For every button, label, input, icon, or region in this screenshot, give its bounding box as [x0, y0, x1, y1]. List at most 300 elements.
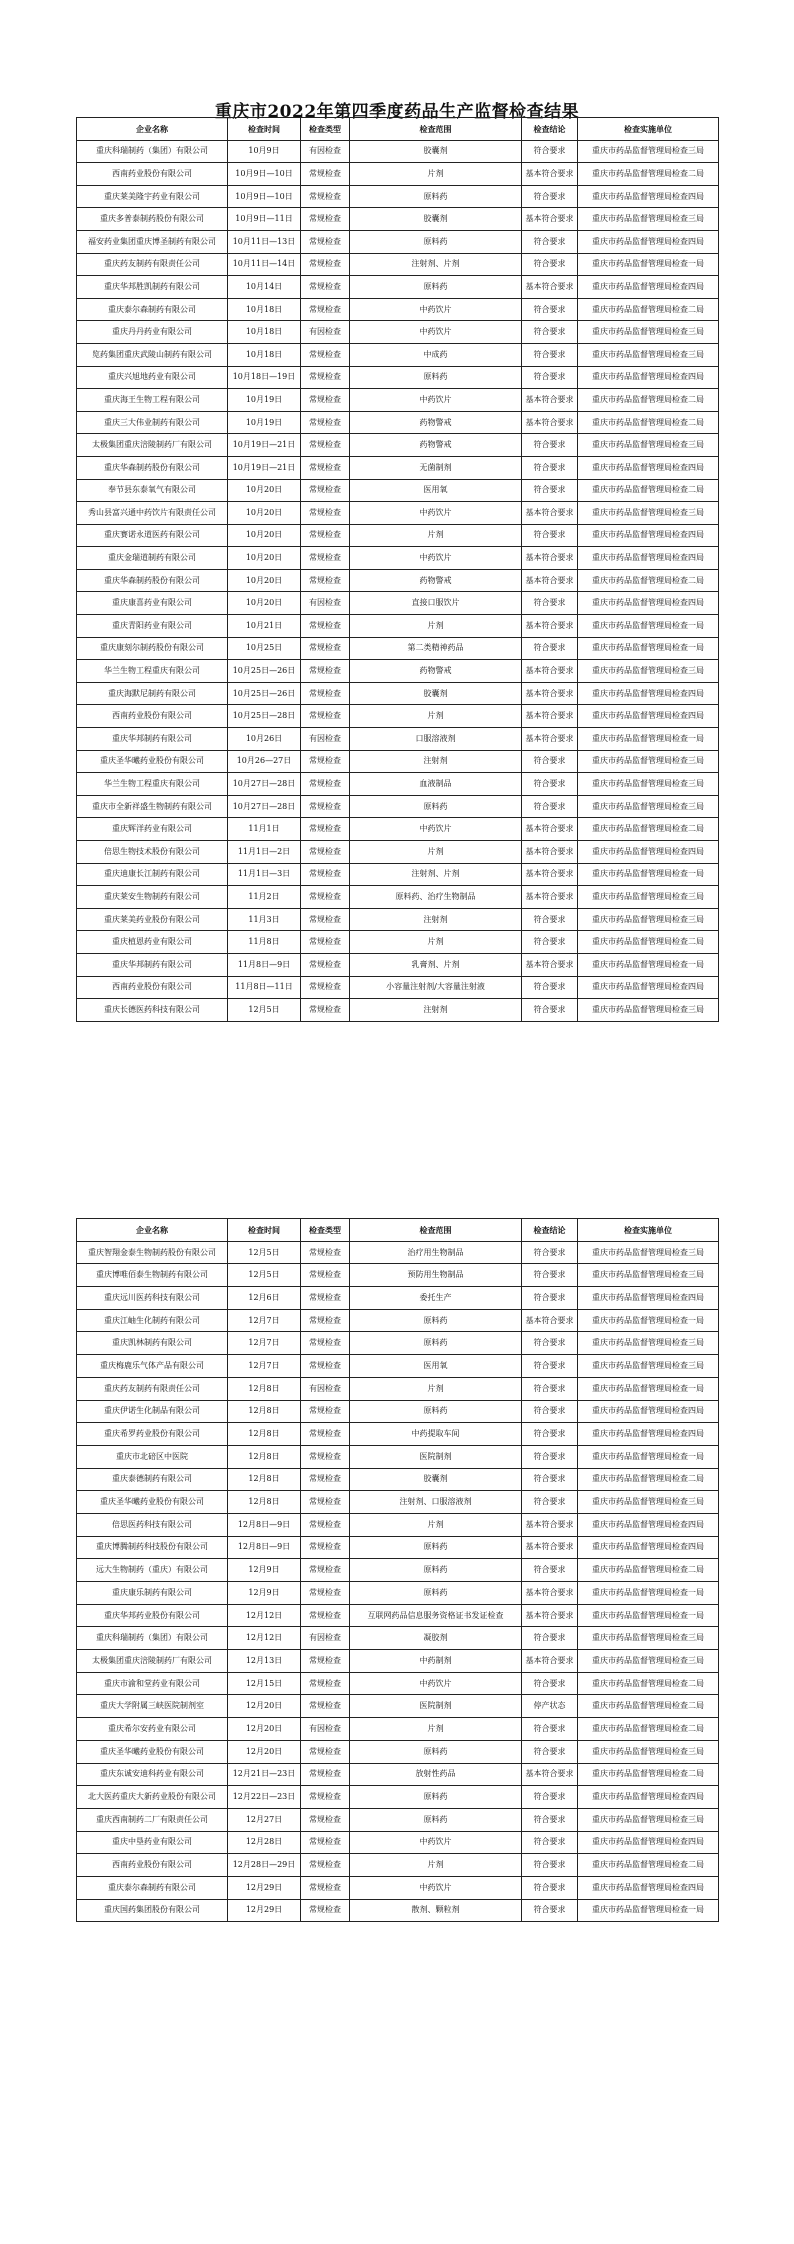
- scope-cell: 原料药: [350, 230, 522, 253]
- scope-cell: 医用氧: [350, 479, 522, 502]
- unit-cell: 重庆市药品监督管理局检查一局: [578, 637, 719, 660]
- company-cell: 西南药业股份有限公司: [77, 705, 228, 728]
- unit-cell: 重庆市药品监督管理局检查二局: [578, 1468, 719, 1491]
- date-cell: 10月20日: [228, 502, 301, 525]
- conclusion-cell: 符合要求: [522, 185, 578, 208]
- conclusion-cell: 基本符合要求: [522, 1763, 578, 1786]
- company-cell: 重庆大学附属三峡医院制剂室: [77, 1695, 228, 1718]
- table-row: [77, 1582, 719, 1605]
- unit-cell: 重庆市药品监督管理局检查二局: [578, 818, 719, 841]
- date-cell: 10月19日: [228, 389, 301, 412]
- conclusion-cell: 符合要求: [522, 434, 578, 457]
- type-cell: 常规检查: [301, 343, 350, 366]
- type-cell: 常规检查: [301, 524, 350, 547]
- header-date: 检查时间: [228, 1219, 301, 1242]
- table-row: [77, 569, 719, 592]
- conclusion-cell: 基本符合要求: [522, 1604, 578, 1627]
- conclusion-cell: 符合要求: [522, 1740, 578, 1763]
- company-cell: 重庆康喜药业有限公司: [77, 592, 228, 615]
- inspection-table-page-1: [76, 117, 719, 1022]
- table-row: [77, 841, 719, 864]
- date-cell: 12月9日: [228, 1559, 301, 1582]
- company-cell: 重庆药友制药有限责任公司: [77, 253, 228, 276]
- company-cell: 太极集团重庆涪陵制药厂有限公司: [77, 434, 228, 457]
- unit-cell: 重庆市药品监督管理局检查二局: [578, 1718, 719, 1741]
- header-conclusion: 检查结论: [522, 1219, 578, 1242]
- company-cell: 重庆圣华曦药业股份有限公司: [77, 1740, 228, 1763]
- scope-cell: 中药制剂: [350, 1650, 522, 1673]
- type-cell: 常规检查: [301, 1559, 350, 1582]
- unit-cell: 重庆市药品监督管理局检查二局: [578, 1763, 719, 1786]
- date-cell: 10月9日—10日: [228, 185, 301, 208]
- header-type: 检查类型: [301, 1219, 350, 1242]
- conclusion-cell: 基本符合要求: [522, 1650, 578, 1673]
- date-cell: 12月8日—9日: [228, 1536, 301, 1559]
- header-conclusion: 检查结论: [522, 118, 578, 141]
- date-cell: 12月8日—9日: [228, 1513, 301, 1536]
- scope-cell: 中药饮片: [350, 298, 522, 321]
- type-cell: 常规检查: [301, 1241, 350, 1264]
- conclusion-cell: 符合要求: [522, 1876, 578, 1899]
- table-row: [77, 1695, 719, 1718]
- conclusion-cell: 符合要求: [522, 1854, 578, 1877]
- company-cell: 重庆市渝和堂药业有限公司: [77, 1672, 228, 1695]
- table-row: [77, 728, 719, 751]
- type-cell: 常规检查: [301, 1445, 350, 1468]
- scope-cell: 片剂: [350, 1854, 522, 1877]
- unit-cell: 重庆市药品监督管理局检查三局: [578, 502, 719, 525]
- table-row: [77, 366, 719, 389]
- scope-cell: 无菌制剂: [350, 456, 522, 479]
- conclusion-cell: 基本符合要求: [522, 728, 578, 751]
- conclusion-cell: 基本符合要求: [522, 389, 578, 412]
- scope-cell: 预防用生物制品: [350, 1264, 522, 1287]
- scope-cell: 注射剂: [350, 999, 522, 1022]
- type-cell: 常规检查: [301, 1695, 350, 1718]
- scope-cell: 片剂: [350, 841, 522, 864]
- date-cell: 12月5日: [228, 1264, 301, 1287]
- date-cell: 12月27日: [228, 1808, 301, 1831]
- scope-cell: 胶囊剂: [350, 208, 522, 231]
- company-cell: 重庆远川医药科技有限公司: [77, 1287, 228, 1310]
- unit-cell: 重庆市药品监督管理局检查三局: [578, 1650, 719, 1673]
- table-row: [77, 140, 719, 163]
- table-row: [77, 1536, 719, 1559]
- unit-cell: 重庆市药品监督管理局检查二局: [578, 163, 719, 186]
- date-cell: 10月20日: [228, 479, 301, 502]
- date-cell: 11月1日—2日: [228, 841, 301, 864]
- scope-cell: 散剂、颗粒剂: [350, 1899, 522, 1922]
- table-row: [77, 976, 719, 999]
- date-cell: 10月25日—26日: [228, 682, 301, 705]
- scope-cell: 注射剂、片剂: [350, 863, 522, 886]
- date-cell: 12月8日: [228, 1445, 301, 1468]
- header-unit: 检查实施单位: [578, 118, 719, 141]
- table-row: [77, 1786, 719, 1809]
- company-cell: 重庆智翔金泰生物制药股份有限公司: [77, 1241, 228, 1264]
- table-row: [77, 795, 719, 818]
- table-row: [77, 592, 719, 615]
- table-row: [77, 1740, 719, 1763]
- company-cell: 远大生物制药（重庆）有限公司: [77, 1559, 228, 1582]
- company-cell: 重庆华邦药业股份有限公司: [77, 1604, 228, 1627]
- type-cell: 常规检查: [301, 1763, 350, 1786]
- conclusion-cell: 符合要求: [522, 976, 578, 999]
- company-cell: 重庆圣华曦药业股份有限公司: [77, 1491, 228, 1514]
- table-row: [77, 479, 719, 502]
- type-cell: 有因检查: [301, 728, 350, 751]
- company-cell: 重庆莱美药业股份有限公司: [77, 908, 228, 931]
- unit-cell: 重庆市药品监督管理局检查三局: [578, 1627, 719, 1650]
- conclusion-cell: 符合要求: [522, 773, 578, 796]
- scope-cell: 原料药: [350, 1740, 522, 1763]
- type-cell: 常规检查: [301, 389, 350, 412]
- company-cell: 重庆泰尔森制药有限公司: [77, 298, 228, 321]
- type-cell: 常规检查: [301, 705, 350, 728]
- company-cell: 重庆科瑞制药（集团）有限公司: [77, 1627, 228, 1650]
- date-cell: 10月27日—28日: [228, 773, 301, 796]
- conclusion-cell: 符合要求: [522, 1491, 578, 1514]
- type-cell: 常规检查: [301, 253, 350, 276]
- date-cell: 10月19日: [228, 411, 301, 434]
- date-cell: 11月2日: [228, 886, 301, 909]
- scope-cell: 片剂: [350, 1718, 522, 1741]
- unit-cell: 重庆市药品监督管理局检查三局: [578, 140, 719, 163]
- company-cell: 重庆辉洋药业有限公司: [77, 818, 228, 841]
- scope-cell: 原料药: [350, 276, 522, 299]
- scope-cell: 凝胶剂: [350, 1627, 522, 1650]
- table-row: [77, 682, 719, 705]
- table-row: [77, 1309, 719, 1332]
- unit-cell: 重庆市药品监督管理局检查一局: [578, 953, 719, 976]
- unit-cell: 重庆市药品监督管理局检查四局: [578, 705, 719, 728]
- date-cell: 12月12日: [228, 1604, 301, 1627]
- scope-cell: 注射剂、片剂: [350, 253, 522, 276]
- conclusion-cell: 基本符合要求: [522, 863, 578, 886]
- scope-cell: 中药饮片: [350, 389, 522, 412]
- table-row: [77, 953, 719, 976]
- date-cell: 10月26日: [228, 728, 301, 751]
- unit-cell: 重庆市药品监督管理局检查一局: [578, 863, 719, 886]
- conclusion-cell: 符合要求: [522, 637, 578, 660]
- unit-cell: 重庆市药品监督管理局检查三局: [578, 660, 719, 683]
- header-company: 企业名称: [77, 118, 228, 141]
- conclusion-cell: 符合要求: [522, 1627, 578, 1650]
- conclusion-cell: 基本符合要求: [522, 547, 578, 570]
- unit-cell: 重庆市药品监督管理局检查四局: [578, 456, 719, 479]
- type-cell: 常规检查: [301, 1264, 350, 1287]
- table-row: [77, 1400, 719, 1423]
- date-cell: 10月19日—21日: [228, 456, 301, 479]
- scope-cell: 原料药、治疗生物制品: [350, 886, 522, 909]
- company-cell: 重庆江岫生化制药有限公司: [77, 1309, 228, 1332]
- table-row: [77, 1332, 719, 1355]
- scope-cell: 口服溶液剂: [350, 728, 522, 751]
- unit-cell: 重庆市药品监督管理局检查四局: [578, 524, 719, 547]
- header-company: 企业名称: [77, 1219, 228, 1242]
- type-cell: 有因检查: [301, 1377, 350, 1400]
- conclusion-cell: 符合要求: [522, 479, 578, 502]
- company-cell: 倍思医药科技有限公司: [77, 1513, 228, 1536]
- type-cell: 常规检查: [301, 1309, 350, 1332]
- unit-cell: 重庆市药品监督管理局检查四局: [578, 1513, 719, 1536]
- scope-cell: 中药饮片: [350, 1672, 522, 1695]
- type-cell: 常规检查: [301, 999, 350, 1022]
- scope-cell: 注射剂、口服溶液剂: [350, 1491, 522, 1514]
- unit-cell: 重庆市药品监督管理局检查三局: [578, 1808, 719, 1831]
- header-type: 检查类型: [301, 118, 350, 141]
- unit-cell: 重庆市药品监督管理局检查三局: [578, 886, 719, 909]
- type-cell: 常规检查: [301, 908, 350, 931]
- table-row: [77, 163, 719, 186]
- company-cell: 重庆东诚安迪科药业有限公司: [77, 1763, 228, 1786]
- conclusion-cell: 符合要求: [522, 253, 578, 276]
- scope-cell: 原料药: [350, 1332, 522, 1355]
- company-cell: 重庆华邦制药有限公司: [77, 728, 228, 751]
- table-row: [77, 456, 719, 479]
- type-cell: 常规检查: [301, 366, 350, 389]
- conclusion-cell: 符合要求: [522, 298, 578, 321]
- company-cell: 重庆希罗药业股份有限公司: [77, 1423, 228, 1446]
- conclusion-cell: 符合要求: [522, 1400, 578, 1423]
- table-row: [77, 230, 719, 253]
- date-cell: 10月21日: [228, 615, 301, 638]
- type-cell: 常规检查: [301, 953, 350, 976]
- unit-cell: 重庆市药品监督管理局检查二局: [578, 931, 719, 954]
- unit-cell: 重庆市药品监督管理局检查三局: [578, 1264, 719, 1287]
- date-cell: 12月20日: [228, 1695, 301, 1718]
- unit-cell: 重庆市药品监督管理局检查一局: [578, 1445, 719, 1468]
- table-row: [77, 1763, 719, 1786]
- unit-cell: 重庆市药品监督管理局检查二局: [578, 411, 719, 434]
- table-row: [77, 1718, 719, 1741]
- table-row: [77, 1423, 719, 1446]
- conclusion-cell: 基本符合要求: [522, 1582, 578, 1605]
- company-cell: 重庆博腾制药科技股份有限公司: [77, 1536, 228, 1559]
- table-row: [77, 185, 719, 208]
- scope-cell: 医院制剂: [350, 1695, 522, 1718]
- company-cell: 重庆市北碚区中医院: [77, 1445, 228, 1468]
- date-cell: 10月11日—13日: [228, 230, 301, 253]
- scope-cell: 中药饮片: [350, 502, 522, 525]
- date-cell: 10月11日—14日: [228, 253, 301, 276]
- conclusion-cell: 符合要求: [522, 1468, 578, 1491]
- date-cell: 12月13日: [228, 1650, 301, 1673]
- type-cell: 常规检查: [301, 479, 350, 502]
- company-cell: 重庆圣华曦药业股份有限公司: [77, 750, 228, 773]
- type-cell: 常规检查: [301, 795, 350, 818]
- unit-cell: 重庆市药品监督管理局检查二局: [578, 1854, 719, 1877]
- company-cell: 重庆市全新祥盛生物制药有限公司: [77, 795, 228, 818]
- unit-cell: 重庆市药品监督管理局检查四局: [578, 366, 719, 389]
- table-row: [77, 1808, 719, 1831]
- table-row: [77, 547, 719, 570]
- scope-cell: 中药饮片: [350, 818, 522, 841]
- conclusion-cell: 停产状态: [522, 1695, 578, 1718]
- type-cell: 常规检查: [301, 1831, 350, 1854]
- type-cell: 常规检查: [301, 547, 350, 570]
- table-row: [77, 1377, 719, 1400]
- date-cell: 12月21日—23日: [228, 1763, 301, 1786]
- table-row: [77, 1513, 719, 1536]
- unit-cell: 重庆市药品监督管理局检查二局: [578, 298, 719, 321]
- date-cell: 12月8日: [228, 1377, 301, 1400]
- company-cell: 重庆长德医药科技有限公司: [77, 999, 228, 1022]
- scope-cell: 互联网药品信息服务资格证书发证检查: [350, 1604, 522, 1627]
- table-row: [77, 660, 719, 683]
- header-scope: 检查范围: [350, 1219, 522, 1242]
- company-cell: 重庆凯林制药有限公司: [77, 1332, 228, 1355]
- conclusion-cell: 基本符合要求: [522, 953, 578, 976]
- conclusion-cell: 符合要求: [522, 1332, 578, 1355]
- company-cell: 西南药业股份有限公司: [77, 163, 228, 186]
- scope-cell: 放射性药品: [350, 1763, 522, 1786]
- table-row: [77, 1627, 719, 1650]
- table-row: [77, 705, 719, 728]
- company-cell: 西南药业股份有限公司: [77, 1854, 228, 1877]
- unit-cell: 重庆市药品监督管理局检查一局: [578, 1899, 719, 1922]
- type-cell: 常规检查: [301, 1400, 350, 1423]
- conclusion-cell: 基本符合要求: [522, 841, 578, 864]
- date-cell: 12月8日: [228, 1468, 301, 1491]
- company-cell: 重庆泰德制药有限公司: [77, 1468, 228, 1491]
- date-cell: 10月9日—11日: [228, 208, 301, 231]
- scope-cell: 中药饮片: [350, 321, 522, 344]
- scope-cell: 中药饮片: [350, 1831, 522, 1854]
- type-cell: 常规检查: [301, 1582, 350, 1605]
- unit-cell: 重庆市药品监督管理局检查四局: [578, 1831, 719, 1854]
- conclusion-cell: 符合要求: [522, 366, 578, 389]
- unit-cell: 重庆市药品监督管理局检查四局: [578, 592, 719, 615]
- document-title: 重庆市2022年第四季度药品生产监督检查结果: [214, 102, 580, 122]
- date-cell: 11月8日—9日: [228, 953, 301, 976]
- conclusion-cell: 符合要求: [522, 456, 578, 479]
- unit-cell: 重庆市药品监督管理局检查四局: [578, 1876, 719, 1899]
- date-cell: 10月25日—28日: [228, 705, 301, 728]
- date-cell: 11月1日: [228, 818, 301, 841]
- date-cell: 10月18日: [228, 298, 301, 321]
- conclusion-cell: 基本符合要求: [522, 502, 578, 525]
- unit-cell: 重庆市药品监督管理局检查四局: [578, 276, 719, 299]
- conclusion-cell: 符合要求: [522, 1672, 578, 1695]
- type-cell: 常规检查: [301, 931, 350, 954]
- scope-cell: 原料药: [350, 185, 522, 208]
- table-row: [77, 389, 719, 412]
- type-cell: 常规检查: [301, 818, 350, 841]
- type-cell: 常规检查: [301, 298, 350, 321]
- table-row: [77, 818, 719, 841]
- type-cell: 常规检查: [301, 185, 350, 208]
- company-cell: 重庆泰尔森制药有限公司: [77, 1876, 228, 1899]
- unit-cell: 重庆市药品监督管理局检查一局: [578, 1582, 719, 1605]
- table-row: [77, 637, 719, 660]
- conclusion-cell: 符合要求: [522, 750, 578, 773]
- unit-cell: 重庆市药品监督管理局检查四局: [578, 841, 719, 864]
- table-row: [77, 615, 719, 638]
- type-cell: 常规检查: [301, 773, 350, 796]
- conclusion-cell: 符合要求: [522, 592, 578, 615]
- date-cell: 11月8日—11日: [228, 976, 301, 999]
- type-cell: 常规检查: [301, 1355, 350, 1378]
- type-cell: 常规检查: [301, 615, 350, 638]
- conclusion-cell: 符合要求: [522, 1355, 578, 1378]
- conclusion-cell: 符合要求: [522, 1241, 578, 1264]
- conclusion-cell: 基本符合要求: [522, 615, 578, 638]
- company-cell: 重庆多普泰制药股份有限公司: [77, 208, 228, 231]
- conclusion-cell: 符合要求: [522, 1831, 578, 1854]
- scope-cell: 原料药: [350, 1400, 522, 1423]
- scope-cell: 片剂: [350, 524, 522, 547]
- type-cell: 常规检查: [301, 1287, 350, 1310]
- company-cell: 重庆梅鹿乐气体产品有限公司: [77, 1355, 228, 1378]
- scope-cell: 药物警戒: [350, 434, 522, 457]
- scope-cell: 乳膏剂、片剂: [350, 953, 522, 976]
- table-row: [77, 1672, 719, 1695]
- inspection-table-page-2: [76, 1218, 719, 1922]
- company-cell: 览药集团重庆武陵山制药有限公司: [77, 343, 228, 366]
- conclusion-cell: 基本符合要求: [522, 1513, 578, 1536]
- scope-cell: 原料药: [350, 1582, 522, 1605]
- scope-cell: 原料药: [350, 366, 522, 389]
- date-cell: 12月8日: [228, 1423, 301, 1446]
- table-row: [77, 750, 719, 773]
- conclusion-cell: 基本符合要求: [522, 705, 578, 728]
- unit-cell: 重庆市药品监督管理局检查三局: [578, 321, 719, 344]
- unit-cell: 重庆市药品监督管理局检查四局: [578, 185, 719, 208]
- type-cell: 常规检查: [301, 976, 350, 999]
- type-cell: 常规检查: [301, 276, 350, 299]
- conclusion-cell: 符合要求: [522, 1718, 578, 1741]
- type-cell: 常规检查: [301, 434, 350, 457]
- company-cell: 北大医药重庆大新药业股份有限公司: [77, 1786, 228, 1809]
- scope-cell: 片剂: [350, 163, 522, 186]
- company-cell: 华兰生物工程重庆有限公司: [77, 660, 228, 683]
- table-row: [77, 1854, 719, 1877]
- unit-cell: 重庆市药品监督管理局检查三局: [578, 750, 719, 773]
- company-cell: 重庆中垦药业有限公司: [77, 1831, 228, 1854]
- date-cell: 12月12日: [228, 1627, 301, 1650]
- type-cell: 有因检查: [301, 1718, 350, 1741]
- scope-cell: 中药提取车间: [350, 1423, 522, 1446]
- scope-cell: 注射剂: [350, 908, 522, 931]
- company-cell: 重庆迪康长江制药有限公司: [77, 863, 228, 886]
- company-cell: 重庆莱美隆宇药业有限公司: [77, 185, 228, 208]
- scope-cell: 治疗用生物制品: [350, 1241, 522, 1264]
- type-cell: 常规检查: [301, 1899, 350, 1922]
- unit-cell: 重庆市药品监督管理局检查四局: [578, 976, 719, 999]
- date-cell: 10月25日—26日: [228, 660, 301, 683]
- unit-cell: 重庆市药品监督管理局检查三局: [578, 908, 719, 931]
- company-cell: 重庆丹丹药业有限公司: [77, 321, 228, 344]
- conclusion-cell: 符合要求: [522, 931, 578, 954]
- conclusion-cell: 基本符合要求: [522, 1536, 578, 1559]
- unit-cell: 重庆市药品监督管理局检查三局: [578, 1241, 719, 1264]
- conclusion-cell: 符合要求: [522, 343, 578, 366]
- conclusion-cell: 基本符合要求: [522, 411, 578, 434]
- scope-cell: 胶囊剂: [350, 1468, 522, 1491]
- company-cell: 重庆博唯佰泰生物制药有限公司: [77, 1264, 228, 1287]
- table-row: [77, 1876, 719, 1899]
- type-cell: 常规检查: [301, 1423, 350, 1446]
- unit-cell: 重庆市药品监督管理局检查三局: [578, 795, 719, 818]
- date-cell: 12月8日: [228, 1491, 301, 1514]
- date-cell: 12月6日: [228, 1287, 301, 1310]
- company-cell: 华兰生物工程重庆有限公司: [77, 773, 228, 796]
- unit-cell: 重庆市药品监督管理局检查三局: [578, 773, 719, 796]
- scope-cell: 药物警戒: [350, 569, 522, 592]
- date-cell: 10月26—27日: [228, 750, 301, 773]
- conclusion-cell: 符合要求: [522, 1808, 578, 1831]
